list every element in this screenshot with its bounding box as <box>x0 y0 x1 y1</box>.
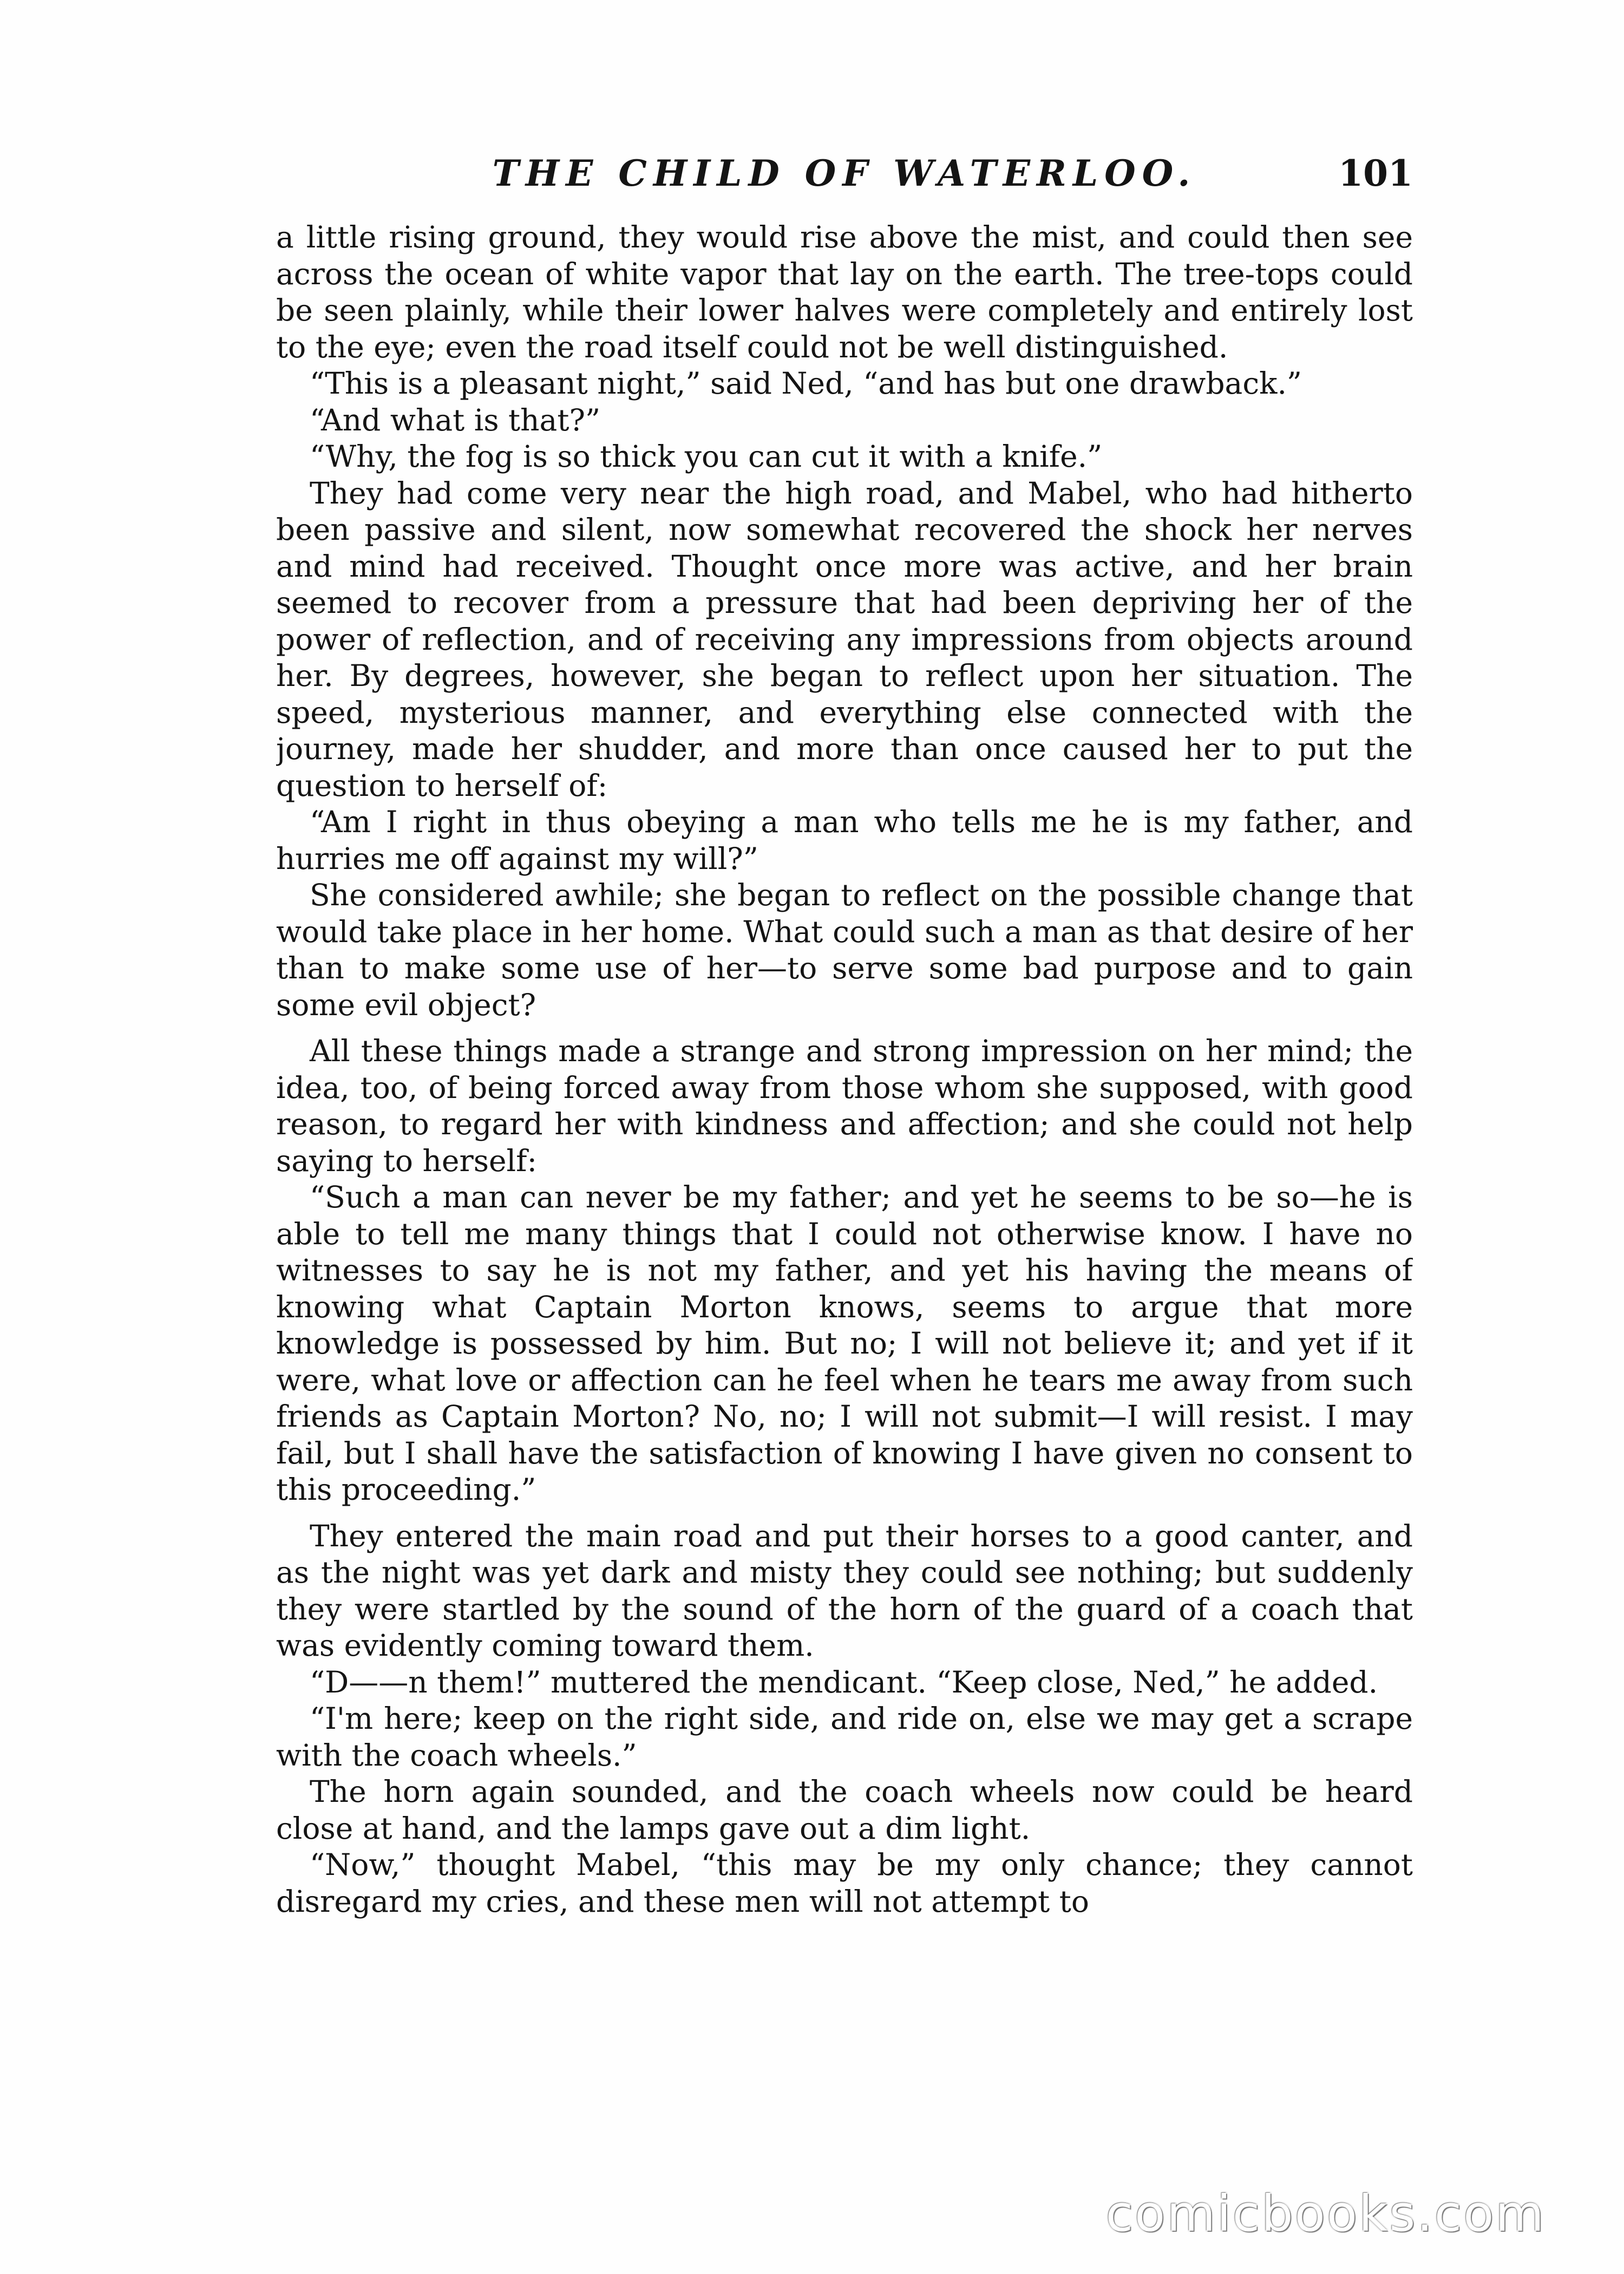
paragraph-10: They entered the main road and put their horses to a good canter, and as the night was yet dark and misty they could see nothing; but suddenly they were startled by the sound of the horn of the guard of a coach that was evidently coming toward them. <box>276 1518 1413 1663</box>
paragraph-2: “This is a pleasant night,” said Ned, “and has but one drawback.” <box>310 366 1302 401</box>
site-watermark: comicbooks.com <box>1105 2185 1546 2243</box>
running-title: THE CHILD OF WATERLOO. <box>492 152 1197 194</box>
paragraph-3: “And what is that?” <box>310 402 601 437</box>
paragraph-11: “D——n them!” muttered the mendicant. “Keep close, Ned,” he added. <box>310 1664 1378 1700</box>
paragraph-7: She considered awhile; she began to reflect on the possible change that would take place in her home. What could such a man as that desire of her than to make some use of her—to serve some bad purpose and to gain some evil object? <box>276 878 1413 1022</box>
paragraph-14: “Now,” thought Mabel, “this may be my only chance; they cannot disregard my cries, and these men will not attempt to <box>276 1847 1413 1919</box>
paragraph-5: They had come very near the high road, and Mabel, who had hitherto been passive and silent, now somewhat recovered the shock her nerves and mind had received. Thought once more was active, and her brain seemed to recover from a pressure that had been depriving her of the power of reflection, and of receiving any impressions from objects around her. By degrees, however, she began to reflect upon her situation. The speed, mysterious manner, and everything else connected with the journey, made her shudder, and more than once caused her to put the question to herself of: <box>276 475 1413 803</box>
paragraph-9: “Such a man can never be my father; and yet he seems to be so—he is able to tell me many things that I could not otherwise know. I have no witnesses to say he is not my father, and yet his having the means of knowing what Captain Morton knows, seems to argue that more knowledge is possessed by him. But no; I will not believe it; and yet if it were, what love or affection can he feel when he tears me away from such friends as Captain Morton? No, no; I will not submit—I will resist. I may fail, but I shall have the satisfaction of knowing I have given no consent to this proceeding.” <box>276 1180 1413 1507</box>
paragraph-1: a little rising ground, they would rise above the mist, and could then see across the ocean of white vapor that lay on the earth. The tree-tops could be seen plainly, while their lower halves were completely and entirely lost to the eye; even the road itself could not be well distinguished. <box>276 220 1413 364</box>
body-text <box>276 219 1413 2147</box>
page-header <box>276 149 1413 208</box>
paragraph-12: “I'm here; keep on the right side, and ride on, else we may get a scrape with the coach wheels.” <box>276 1701 1413 1773</box>
page-number: 101 <box>1338 152 1413 194</box>
paragraph-8: All these things made a strange and strong impression on her mind; the idea, too, of being forced away from those whom she supposed, with good reason, to regard her with kindness and affection; and she could not help saying to herself: <box>276 1034 1413 1178</box>
paragraph-13: The horn again sounded, and the coach wheels now could be heard close at hand, and the lamps gave out a dim light. <box>276 1774 1413 1846</box>
paragraph-4: “Why, the fog is so thick you can cut it with a knife.” <box>310 439 1103 474</box>
paragraph-6: “Am I right in thus obeying a man who tells me he is my father, and hurries me off against my will?” <box>276 805 1413 876</box>
